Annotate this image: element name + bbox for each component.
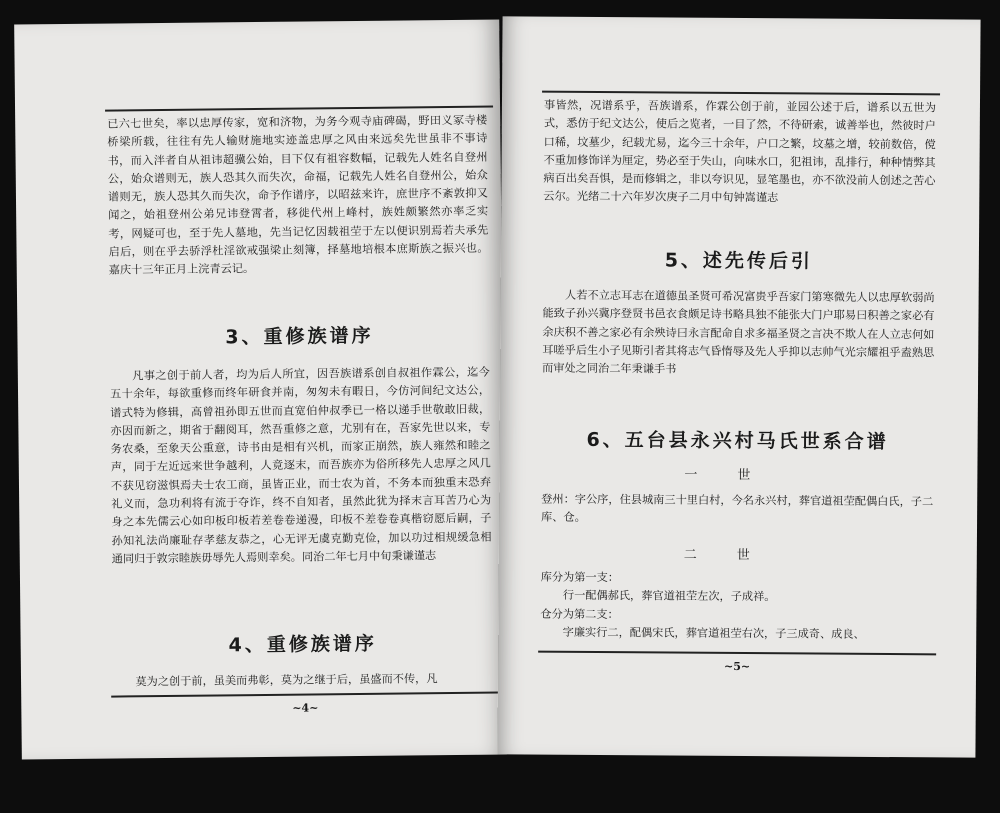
section6-title: 6、五台县永兴村马氏世系合谱 bbox=[586, 428, 889, 454]
section3-body: 凡事之创于前人者，均为后人所宜，因吾族谱系创自叔祖作霖公，迄今五十余年，每欲重修而终年研食并南，匆匆未有暇日，今仿河间纪文达公，谱式特为修辑，高曾祖孙即五世而直宽伯仲叔季已一格以递手世敬敢旧裁，亦因而新之，期省于翻阅耳，然吾重修之意，尤别有在，吾家先世以来，专务农桑，至象天公重意，诗书由是相有兴机，而家正崩然，族人雍然和睦之声，同于左近远来世争越利，人竟逐末，而吾族亦为俗所移先人忠厚之风几不获见窃滋惧焉夫士农工商，虽皆正业，而士农为首，不务本而独重末恐弃礼义而，急功利将有流于夺诈，终不自知者，虽然此犹为择末言耳苦乃心为身之本先儒云心如印板印板若差卷卷递漫，印板不差卷卷真楷窃愿后嗣，子孙知礼法尚廉耻存孝慈友恭之，心无评无虞克勤克俭，加以功过相规缓急相通同归于敦宗睦族毋辱先人焉则幸矣。同治二年七月中旬秉谦谨志 bbox=[109, 365, 492, 566]
section4-title: 4、重修族谱序 bbox=[228, 632, 377, 657]
right-page bbox=[497, 16, 980, 757]
generation-1-entry: 登州：字公序，住县城南三十里白村，今名永兴村，葬官道祖茔配偶白氏，子二库、仓。 bbox=[541, 492, 934, 525]
bottom-rule bbox=[538, 651, 936, 656]
branch-1-entry: 行一配偶郝氏，葬官道祖茔左次，子成祥。 bbox=[562, 589, 776, 604]
bottom-rule bbox=[111, 692, 499, 698]
section5-title: 5、述先传后引 bbox=[664, 249, 814, 273]
branch-1 bbox=[540, 569, 933, 645]
page-number-left: ~4~ bbox=[292, 701, 319, 715]
intro-paragraph: 已六七世矣，率以忠厚传家，宽和济物，为务今观寺庙碑碣，野田义冢寺楼桥梁所载，往往有先人输财施地实迹盖忠厚之风由来远矣先世虽非不事诗书，而入泮者自从祖讳超骥公始，目下仅有祖容数幅，记载先人姓名自登州公，始众谱则无，族人恐其久而失次，命福，记载先人姓名自登州公，始众谱则无，族人恐其久而失次，命予作谱序，以昭兹来许，庶世序不紊敦抑又闻之，始祖登州公弟兄讳登霄者，移徙代州上峰村，族姓颇繁然亦率乏实考，网疑可也，至于先人墓地，先当记忆因载祖茔于左以便识别焉若夫承先启后，则在乎去骄浮杜淫欲戒强梁止刻簿，择墓地培根本庶斯族之振兴也。嘉庆十三年正月上浣青云记。 bbox=[107, 113, 489, 277]
branch-2-title: 仓分为第二支： bbox=[540, 607, 619, 621]
section3-title: 3、重修族谱序 bbox=[225, 324, 374, 349]
top-rule bbox=[542, 91, 940, 96]
continued-paragraph: 事皆然，况谱系乎，吾族谱系，作霖公创于前，並园公述于后，谱系以五世为式，悉仿于纪文达公，使后之览者，一目了然，不待研索，诚善举也，然彼时户口稀，坟墓少，纪载尤易，迄今三十余年，户口之繁，坟墓之增，较前数倍，傥不重加修饰详为厘定，势必至于失山，向味水口，犯祖讳，乱排行，种种情弊其病百出矣吾惧，是而修辑之，非以夸识见，显笔墨也，亦不欲没前人创述之苦心云尔。光绪二十六年岁次庚子二月中旬钟嵩谨志 bbox=[543, 98, 936, 205]
generation-2-label: 二世 bbox=[683, 547, 790, 564]
top-rule bbox=[105, 106, 493, 112]
generation-1-label: 一世 bbox=[684, 467, 791, 484]
section4-first-line: 莫为之创于前，虽美而弗彰，莫为之继于后，虽盛而不传，凡 bbox=[135, 672, 438, 689]
left-page bbox=[14, 19, 507, 759]
branch-2-entry: 字廉实行二，配偶宋氏，葬官道祖茔右次，子三成奇、成良、 bbox=[562, 625, 865, 641]
section5-body: 人若不立志耳志在道德虽圣贤可希况富贵乎吾家门第寒微先人以忠厚软弱尚能致子孙兴冀序登贤书邑衣食颇足诗书略具独不能张大门户耶易曰积善之家必有余庆积不善之家必有余殃诗曰永言配命自求多福圣贤之言决不欺人在人立志何如耳嗟乎后生小子见斯引者其将志气昏惰辱及先人乎抑以志帅气光宗耀祖乎盍熟思而审处之同治二年秉谦手书 bbox=[542, 288, 935, 376]
page-number-right: ~5~ bbox=[723, 659, 751, 674]
branch-1-title: 库分为第一支： bbox=[540, 570, 620, 585]
